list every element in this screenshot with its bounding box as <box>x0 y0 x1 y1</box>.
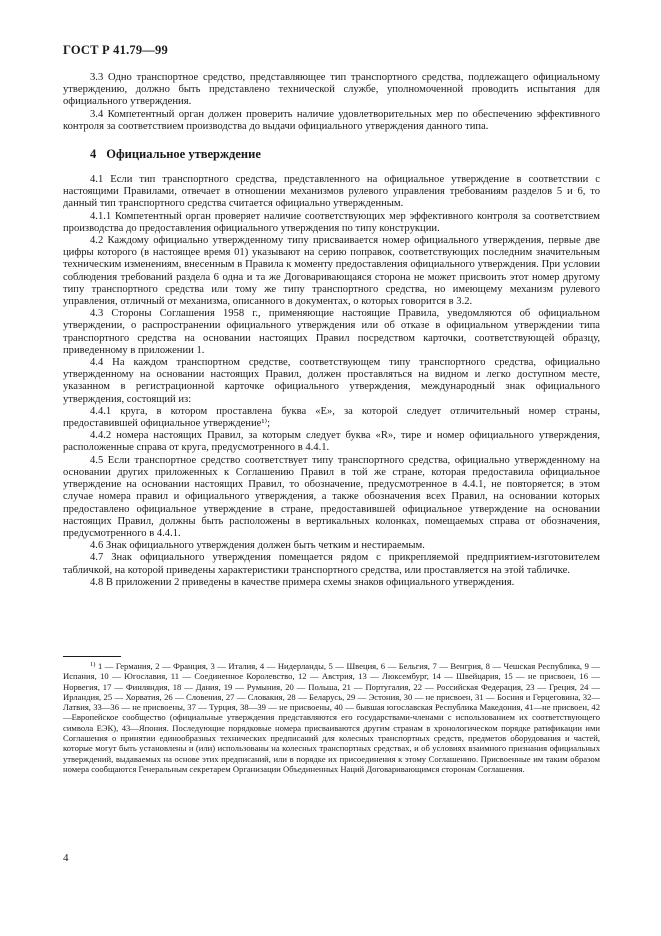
paragraph-4-8: 4.8 В приложении 2 приведены в качестве примера схемы знаков официального утверждения. <box>90 576 515 588</box>
paragraph-3-4: 3.4 Компетентный орган должен проверить наличие удовлетворительных мер по обеспечению эффективного контроля за соответствием производства до выдачи официального утверждения данного типа. <box>63 108 600 132</box>
section-number: 4 <box>90 147 97 162</box>
paragraph-4-3: 4.3 Стороны Соглашения 1958 г., применяющие настоящие Правила, уведомляются об официальном утверждении, о распространении официального утверждения или об отказе в официальном утверждении типа транспортного средства на основании настоящих Правил посредством карточки, соответствующей образцу, приведенному в приложении 1. <box>63 308 600 356</box>
section-title <box>63 147 600 162</box>
standard-code-header: ГОСТ Р 41.79—99 <box>63 43 168 57</box>
paragraph-4-1: 4.1 Если тип транспортного средства, представленного на официальное утверждение в соответствии с настоящими Правилами, отвечает в отношении механизмов рулевого управления требованиям разделов 5 и 6, то данный тип транспортного средства считается официально утвержденным. <box>63 174 600 210</box>
section-heading: Официальное утверждение <box>106 147 261 162</box>
footnote-divider <box>63 656 121 657</box>
paragraph-4-4-1: 4.4.1 круга, в котором проставлена буква «Е», за которой следует отличительный номер страны, предоставившей официальное утверждение¹⁾; <box>63 405 600 430</box>
paragraph-4-2: 4.2 Каждому официально утвержденному типу присваивается номер официального утверждения, первые две цифры которого (в настоящее время 01) указывают на серию поправок, соответствующих последним значительным техническим изменениям, внесенным в Правила к моменту предоставления официального утверждения. При условии соблюдения требований раздела 6 одна и та же Договаривающаяся сторона не может присвоить этот номер другому типу транспортного средства или тому же типу транспортного средства, но имеющему механизм рулевого управления, отличный от механизма, описанного в документах, о которых говорится в 3.2. <box>63 235 600 308</box>
paragraph-4-4-2: 4.4.2 номера настоящих Правил, за которым следует буква «R», тире и номер официального утверждения, расположенные справа от круга, предусмотренного в 4.4.1. <box>63 430 600 454</box>
paragraph-4-4: 4.4 На каждом транспортном средстве, соответствующем типу транспортного средства, официально утвержденному на основании настоящих Правил, должен проставляться на видном и легко доступном месте, указанном в регистрационной карточке официального утверждения, международный знак официального утверждения, состоящий из: <box>63 357 600 405</box>
paragraph-3-3: 3.3 Одно транспортное средство, представляющее тип транспортного средства, подлежащего официальному утверждению, должно быть представлено технической службе, уполномоченной проводить испытания для официального утверждения. <box>63 72 600 108</box>
footnote <box>63 660 600 774</box>
body-text <box>63 72 600 589</box>
paragraph-4-7: 4.7 Знак официального утверждения помещается рядом с прикрепляемой предприятием-изготовителем табличкой, на которой приведены характеристики транспортного средства, или проставляется на этой табличке. <box>63 552 600 576</box>
footnote-marker: 1) <box>90 661 96 668</box>
paragraph-4-6: 4.6 Знак официального утверждения должен быть четким и нестираемым. <box>90 540 425 552</box>
page-number: 4 <box>63 852 69 864</box>
footnote-text: 1 — Германия, 2 — Франция, 3 — Италия, 4 — Нидерланды, 5 — Швеция, 6 — Бельгия, 7 — Венгрия, 8 — Чешская Республика, 9 — Испания, 10 — Югославия, 11 — Соединенное Королевство, 12 — Австрия, 13 — Люксембург, 14 — Швейцария, 15 — не присвоен, 16 — Норвегия, 17 — Финляндия, 18 — Дания, 19 — Румыния, 20 — Польша, 21 — Португалия, 22 — Российская Федерация, 23 — Греция, 24 — Ирландия, 25 — Хорватия, 26 — Словения, 27 — Словакия, 28 — Беларусь, 29 — Эстония, 30 — не присвоен, 31 — Босния и Герцеговина, 32—Латвия, 33—36 — не присвоены, 37 — Турция, 38—39 — не присвоены, 40 — бывшая югославская Республика Македония, 41—не присвоен, 42—Европейское сообщество (официальные утверждения представляются его государствами-членами с использованием их соответствующего символа ЕЭК), 43—Япония. Последующие порядковые номера присваиваются другим странам в хронологическом порядке ратификации ими Соглашения о принятии единообразных технических предписаний для колесных транспортных средств, предметов оборудования и частей, которые могут быть установлены и (или) использованы на колесных транспортных средствах, и об условиях взаимного признания официальных утверждений, выдаваемых на основе этих предписаний, или в порядке их присоединения к этому Соглашению. Присвоенные им таким образом номера сообщаются Генеральным секретарем Организации Объединенных Наций Договаривающимся сторонам Соглашения. <box>63 661 600 774</box>
paragraph-4-1-1: 4.1.1 Компетентный орган проверяет наличие соответствующих мер эффективного контроля за соответствием производства до предоставления официального утверждения по типу конструкции. <box>63 210 600 234</box>
paragraph-4-5: 4.5 Если транспортное средство соответствует типу транспортного средства, официально утвержденному на основании других приложенных к Соглашению Правил в той же стране, которая предоставила официальное утверждение на основании настоящих Правил, то обозначение, предусмотренное в 4.4.1, не повторяется; в этом случае номера правил и официального утверждения, а также обозначения всех Правил, на основании которых предоставлено официальное утверждение в стране, предоставившей официальное утверждение на основании настоящих Правил, должны быть расположены в вертикальных колонках, помещаемых справа от обозначения, предусмотренного в 4.4.1. <box>63 454 600 539</box>
